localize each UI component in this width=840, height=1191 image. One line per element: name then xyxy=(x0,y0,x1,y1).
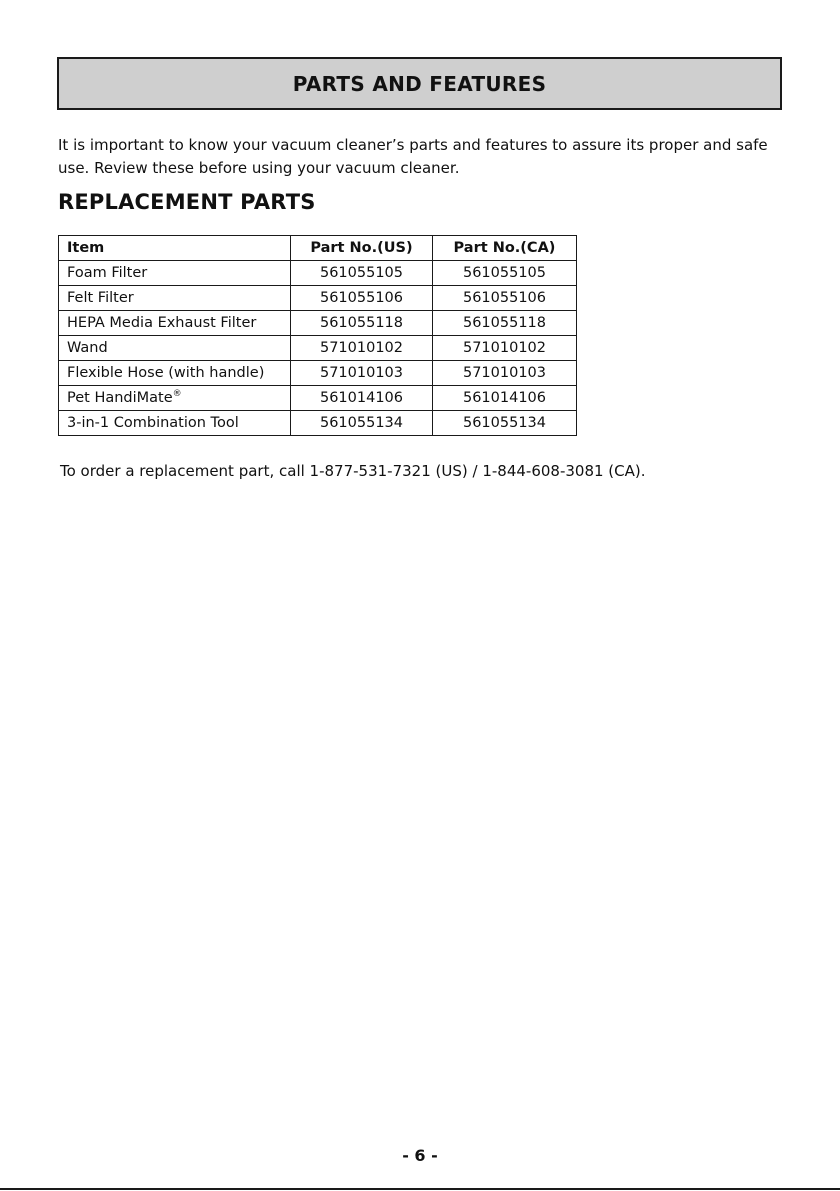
column-header-part-no-us: Part No.(US) xyxy=(291,236,433,261)
replacement-parts-table xyxy=(58,235,577,436)
table-row xyxy=(59,261,577,286)
cell-part-no-us: 561055106 xyxy=(291,286,433,311)
cell-part-no-us: 561055134 xyxy=(291,411,433,436)
cell-part-no-ca: 561014106 xyxy=(433,386,577,411)
registered-mark: ® xyxy=(172,389,182,400)
cell-item: Foam Filter xyxy=(59,261,291,286)
table-row xyxy=(59,386,577,411)
order-note: To order a replacement part, call 1-877-531-7321 (US) / 1-844-608-3081 (CA). xyxy=(60,462,646,480)
cell-part-no-ca: 571010102 xyxy=(433,336,577,361)
table-row xyxy=(59,286,577,311)
replacement-parts-heading: REPLACEMENT PARTS xyxy=(58,190,316,214)
cell-item: Wand xyxy=(59,336,291,361)
table-row xyxy=(59,361,577,386)
cell-part-no-ca: 571010103 xyxy=(433,361,577,386)
cell-part-no-us: 561055118 xyxy=(291,311,433,336)
cell-part-no-ca: 561055118 xyxy=(433,311,577,336)
cell-part-no-us: 561055105 xyxy=(291,261,433,286)
table-row xyxy=(59,336,577,361)
cell-part-no-ca: 561055134 xyxy=(433,411,577,436)
cell-item-text: Pet HandiMate xyxy=(67,390,173,406)
bottom-divider xyxy=(0,1188,840,1190)
cell-part-no-us: 571010102 xyxy=(291,336,433,361)
cell-part-no-us: 571010103 xyxy=(291,361,433,386)
table-row xyxy=(59,311,577,336)
table-row xyxy=(59,411,577,436)
table-header-row xyxy=(59,236,577,261)
cell-part-no-ca: 561055105 xyxy=(433,261,577,286)
cell-item: HEPA Media Exhaust Filter xyxy=(59,311,291,336)
column-header-item: Item xyxy=(59,236,291,261)
column-header-part-no-ca: Part No.(CA) xyxy=(433,236,577,261)
section-header-box xyxy=(57,57,782,110)
cell-item: 3-in-1 Combination Tool xyxy=(59,411,291,436)
cell-item: Flexible Hose (with handle) xyxy=(59,361,291,386)
intro-paragraph: It is important to know your vacuum cleaner’s parts and features to assure its proper and safe use. Review these before using your vacuum cleaner. xyxy=(58,136,768,177)
cell-part-no-ca: 561055106 xyxy=(433,286,577,311)
page-number: - 6 - xyxy=(402,1146,438,1165)
cell-item xyxy=(59,386,291,411)
cell-part-no-us: 561014106 xyxy=(291,386,433,411)
cell-item: Felt Filter xyxy=(59,286,291,311)
page-title: PARTS AND FEATURES xyxy=(292,71,547,96)
